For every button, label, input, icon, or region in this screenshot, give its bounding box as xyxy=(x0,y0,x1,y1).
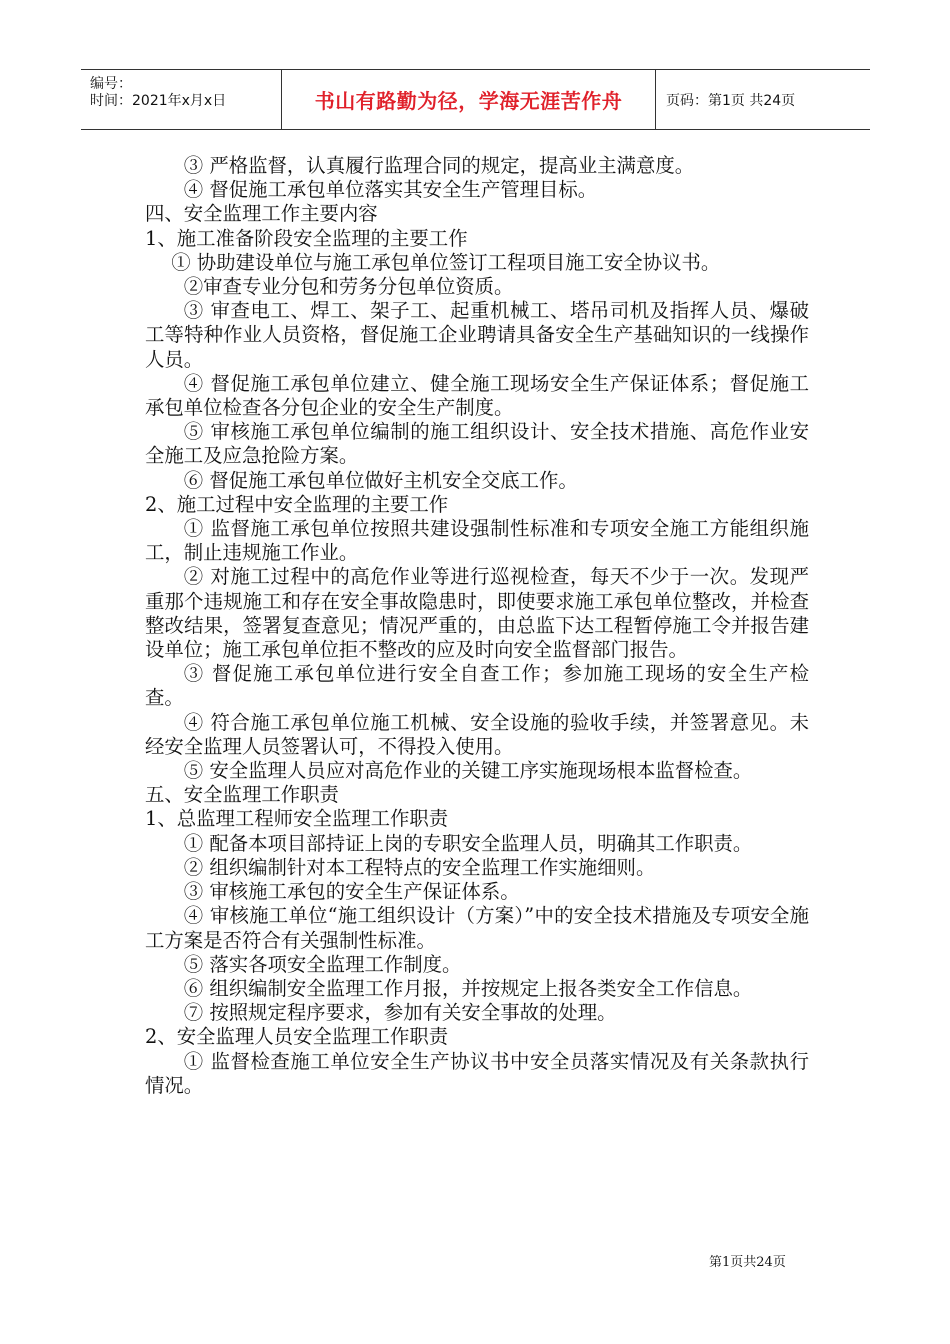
document-number: 编号： xyxy=(90,76,132,92)
body-paragraph: ① 配备本项目部持证上岗的专职安全监理人员，明确其工作职责。 xyxy=(183,831,753,855)
header-page-number: 页码：第1页 共24页 xyxy=(666,92,796,109)
body-paragraph: ④ 审核施工单位“施工组织设计（方案）”中的安全技术措施及专项安全施工方案是否符合有关强制性标准。 xyxy=(145,904,809,952)
body-paragraph: ⑤ 审核施工承包单位编制的施工组织设计、安全技术措施、高危作业安全施工及应急抢险方案。 xyxy=(145,420,809,468)
section-heading: 2、安全监理人员安全监理工作职责 xyxy=(145,1025,449,1049)
body-paragraph: ④ 督促施工承包单位建立、健全施工现场安全生产保证体系；督促施工承包单位检查各分包企业的安全生产制度。 xyxy=(145,371,809,420)
body-paragraph: ⑦ 按照规定程序要求，参加有关安全事故的处理。 xyxy=(183,1001,617,1025)
section-heading: 四、安全监理工作主要内容 xyxy=(145,202,378,226)
body-paragraph: ③ 严格监督，认真履行监理合同的规定，提高业主满意度。 xyxy=(183,154,695,177)
body-paragraph: ⑤ 落实各项安全监理工作制度。 xyxy=(183,952,462,976)
body-paragraph: ⑤ 安全监理人员应对高危作业的关键工序实施现场根本监督检查。 xyxy=(183,759,753,783)
header-info xyxy=(81,70,281,129)
body-paragraph: ⑥ 组织编制安全监理工作月报，并按规定上报各类安全工作信息。 xyxy=(183,976,753,1000)
body-paragraph: ④ 符合施工承包单位施工机械、安全设施的验收手续，并签署意见。未经安全监理人员签署认可，不得投入使用。 xyxy=(145,710,809,758)
body-paragraph: ⑥ 督促施工承包单位做好主机安全交底工作。 xyxy=(183,468,578,492)
body-paragraph: ① 监督检查施工单位安全生产协议书中安全员落实情况及有关条款执行情况。 xyxy=(145,1049,809,1097)
body-paragraph: ②审查专业分包和劳务分包单位资质。 xyxy=(183,275,514,299)
body-paragraph: ③ 督促施工承包单位进行安全自查工作；参加施工现场的安全生产检查。 xyxy=(145,662,809,710)
body-paragraph: ② 对施工过程中的高危作业等进行巡视检查，每天不少于一次。发现严重那个违规施工和存在安全事故隐患时，即使要求施工承包单位整改，并检查整改结果，签署复查意见；情况严重的，由总监下达工程暂停施工令并报告建设单位；施工承包单位拒不整改的应及时向安全监督部门报告。 xyxy=(145,565,809,662)
document-date: 时间：2021年x月x日 xyxy=(90,93,227,109)
page-footer: 第1页共24页 xyxy=(709,1255,786,1270)
body-paragraph: ③ 审查电工、焊工、架子工、起重机械工、塔吊司机及指挥人员、爆破工等特种作业人员资格，督促施工企业聘请具备安全生产基础知识的一线操作人员。 xyxy=(145,299,809,371)
body-paragraph: ② 组织编制针对本工程特点的安全监理工作实施细则。 xyxy=(183,855,656,879)
header-motto: 书山有路勤为径，学海无涯苦作舟 xyxy=(314,89,623,113)
body-paragraph: ① 协助建设单位与施工承包单位签订工程项目施工安全协议书。 xyxy=(171,250,721,274)
section-heading: 2、施工过程中安全监理的主要工作 xyxy=(145,492,449,516)
header-page-cell xyxy=(655,70,870,129)
header-motto-cell xyxy=(281,70,656,129)
document-body xyxy=(145,154,809,1098)
section-heading: 1、总监理工程师安全监理工作职责 xyxy=(145,807,449,831)
body-paragraph: ③ 审核施工承包的安全生产保证体系。 xyxy=(183,880,520,904)
section-heading: 1、施工准备阶段安全监理的主要工作 xyxy=(145,226,468,250)
body-paragraph: ④ 督促施工承包单位落实其安全生产管理目标。 xyxy=(183,178,598,202)
body-paragraph: ① 监督施工承包单位按照共建设强制性标准和专项安全施工方能组织施工，制止违规施工作业。 xyxy=(145,517,809,565)
section-heading: 五、安全监理工作职责 xyxy=(145,783,339,807)
page-header xyxy=(81,69,870,130)
